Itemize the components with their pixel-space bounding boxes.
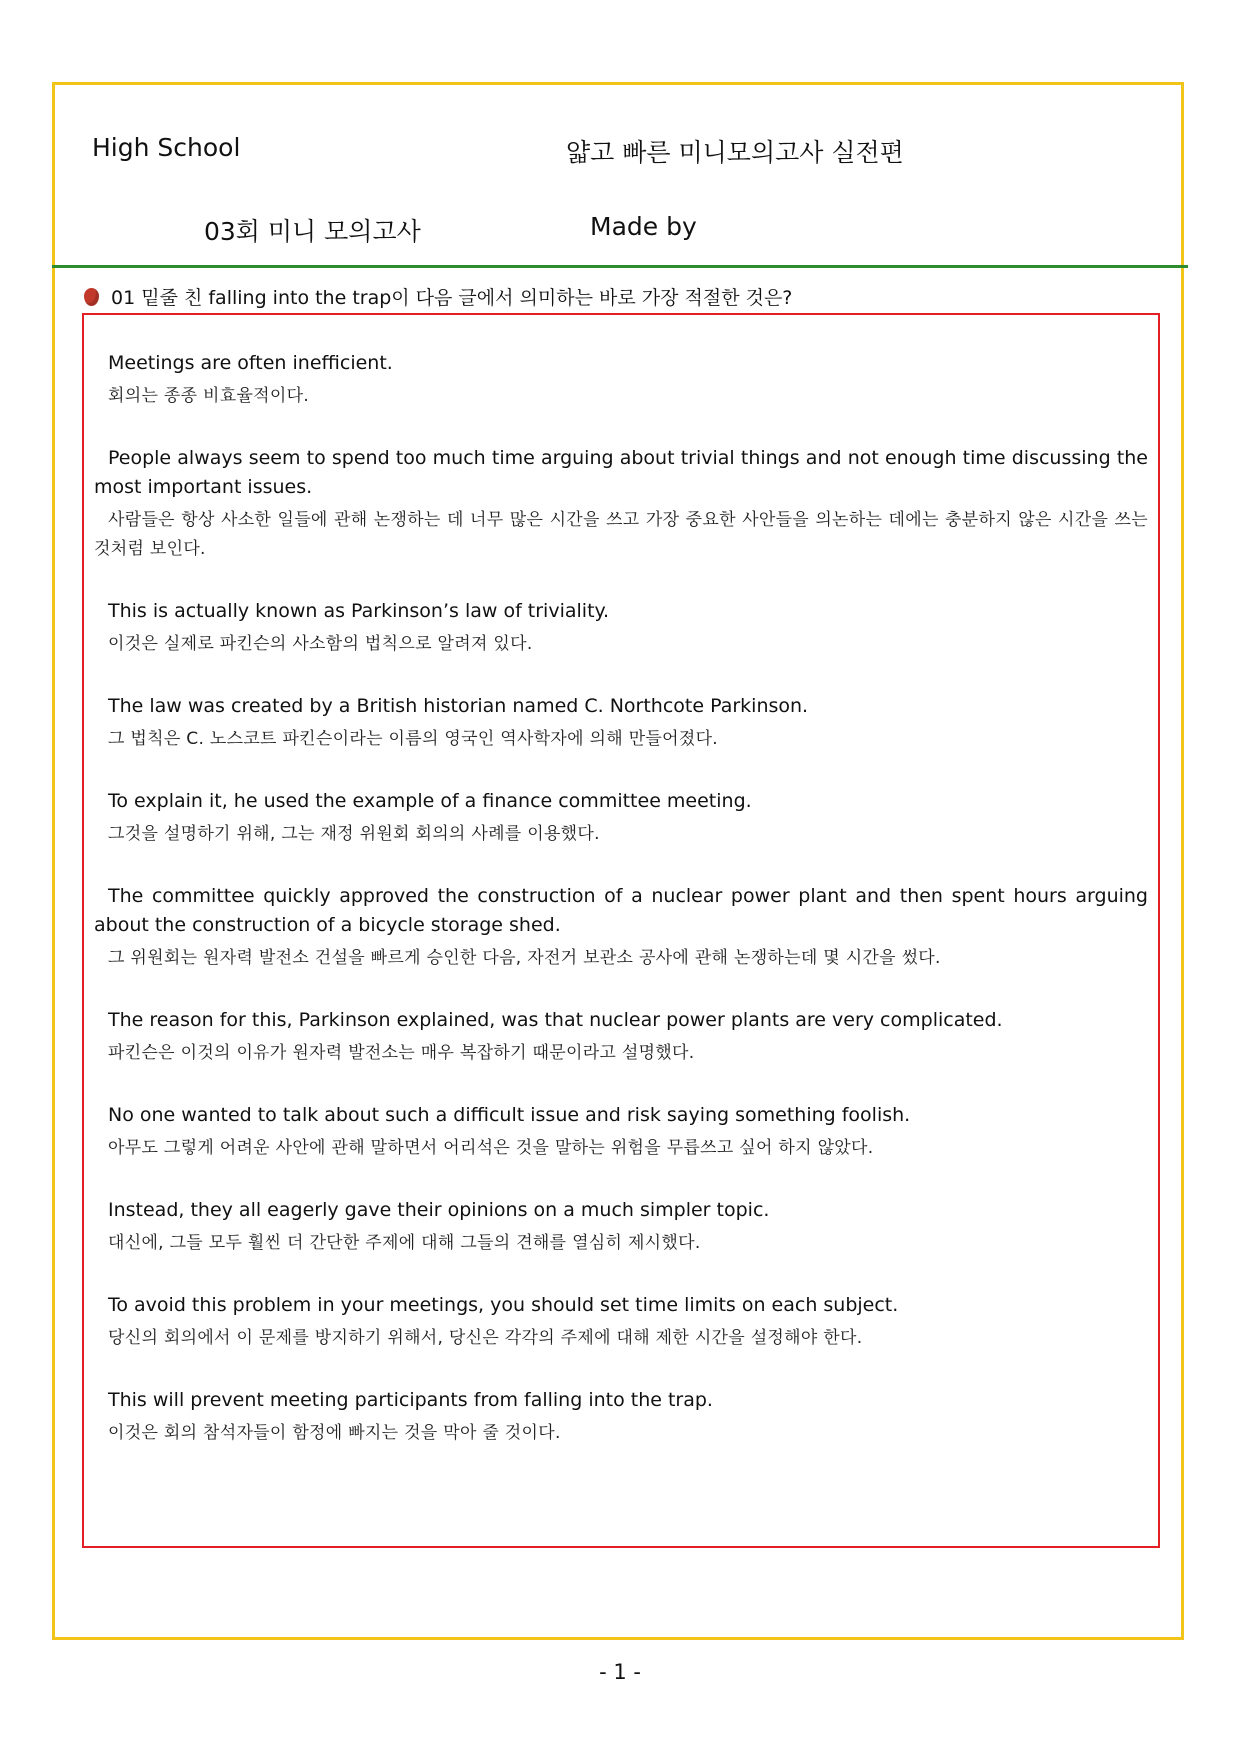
korean-translation: 그 법칙은 C. 노스코트 파킨슨이라는 이름의 영국인 역사학자에 의해 만들어졌다. — [108, 729, 719, 749]
korean-translation: 그 위원회는 원자력 발전소 건설을 빠르게 승인한 다음, 자전거 보관소 공사에 관해 논쟁하는데 몇 시간을 썼다. — [108, 948, 941, 968]
exam-title: 03회 미니 모의고사 — [204, 217, 421, 246]
korean-translation: 이것은 회의 참석자들이 함정에 빠지는 것을 막아 줄 것이다. — [108, 1423, 561, 1443]
question-prompt — [84, 283, 792, 310]
english-sentence: Meetings are often inefficient. — [108, 352, 393, 374]
english-sentence: No one wanted to talk about such a difficult issue and risk saying something foolish. — [108, 1104, 911, 1126]
korean-translation: 그것을 설명하기 위해, 그는 재정 위원회 회의의 사례를 이용했다. — [108, 824, 600, 844]
sentence-pair — [94, 692, 1148, 754]
sentence-pair — [94, 1291, 1148, 1353]
series-title: 얇고 빠른 미니모의고사 실전편 — [566, 138, 904, 167]
made-by-label: Made by — [590, 212, 697, 241]
korean-translation: 대신에, 그들 모두 훨씬 더 간단한 주제에 대해 그들의 견해를 열심히 제시했다. — [108, 1233, 701, 1253]
question-text: 01 밑줄 친 falling into the trap이 다음 글에서 의미하는 바로 가장 적절한 것은? — [111, 287, 793, 309]
korean-translation: 회의는 종종 비효율적이다. — [108, 386, 310, 406]
english-sentence: The law was created by a British historian named C. Northcote Parkinson. — [108, 695, 809, 717]
sentence-pair — [94, 444, 1148, 564]
strawberry-bullet-icon — [84, 288, 99, 306]
sentence-pair — [94, 1101, 1148, 1163]
english-sentence: The committee quickly approved the construction of a nuclear power plant and then spent hours arguing about the construction of a bicycle storage shed. — [94, 885, 1148, 936]
english-sentence: This will prevent meeting participants from falling into the trap. — [108, 1389, 713, 1411]
korean-translation: 아무도 그렇게 어려운 사안에 관해 말하면서 어리석은 것을 말하는 위험을 무릅쓰고 싶어 하지 않았다. — [108, 1138, 874, 1158]
sentence-pair — [94, 882, 1148, 973]
english-sentence: The reason for this, Parkinson explained, was that nuclear power plants are very complicated. — [108, 1009, 1003, 1031]
korean-translation: 당신의 회의에서 이 문제를 방지하기 위해서, 당신은 각각의 주제에 대해 제한 시간을 설정해야 한다. — [108, 1328, 863, 1348]
passage-list — [94, 349, 1148, 1481]
header-divider — [52, 265, 1188, 268]
english-sentence: Instead, they all eagerly gave their opinions on a much simpler topic. — [108, 1199, 770, 1221]
korean-translation: 이것은 실제로 파킨슨의 사소함의 법칙으로 알려져 있다. — [108, 634, 533, 654]
sentence-pair — [94, 349, 1148, 411]
page-number: - 1 - — [599, 1660, 641, 1684]
english-sentence: To explain it, he used the example of a finance committee meeting. — [108, 790, 752, 812]
korean-translation: 파킨슨은 이것의 이유가 원자력 발전소는 매우 복잡하기 때문이라고 설명했다. — [108, 1043, 695, 1063]
english-sentence: People always seem to spend too much time arguing about trivial things and not enough time discussing the most important issues. — [94, 447, 1148, 498]
sentence-pair — [94, 1006, 1148, 1068]
sentence-pair — [94, 1386, 1148, 1448]
school-label: High School — [92, 133, 241, 162]
sentence-pair — [94, 597, 1148, 659]
english-sentence: This is actually known as Parkinson’s law of triviality. — [108, 600, 610, 622]
english-sentence: To avoid this problem in your meetings, you should set time limits on each subject. — [108, 1294, 899, 1316]
korean-translation: 사람들은 항상 사소한 일들에 관해 논쟁하는 데 너무 많은 시간을 쓰고 가장 중요한 사안들을 의논하는 데에는 충분하지 않은 시간을 쓰는 것처럼 보인다. — [94, 510, 1148, 559]
sentence-pair — [94, 787, 1148, 849]
passage-box — [82, 313, 1160, 1548]
sentence-pair — [94, 1196, 1148, 1258]
